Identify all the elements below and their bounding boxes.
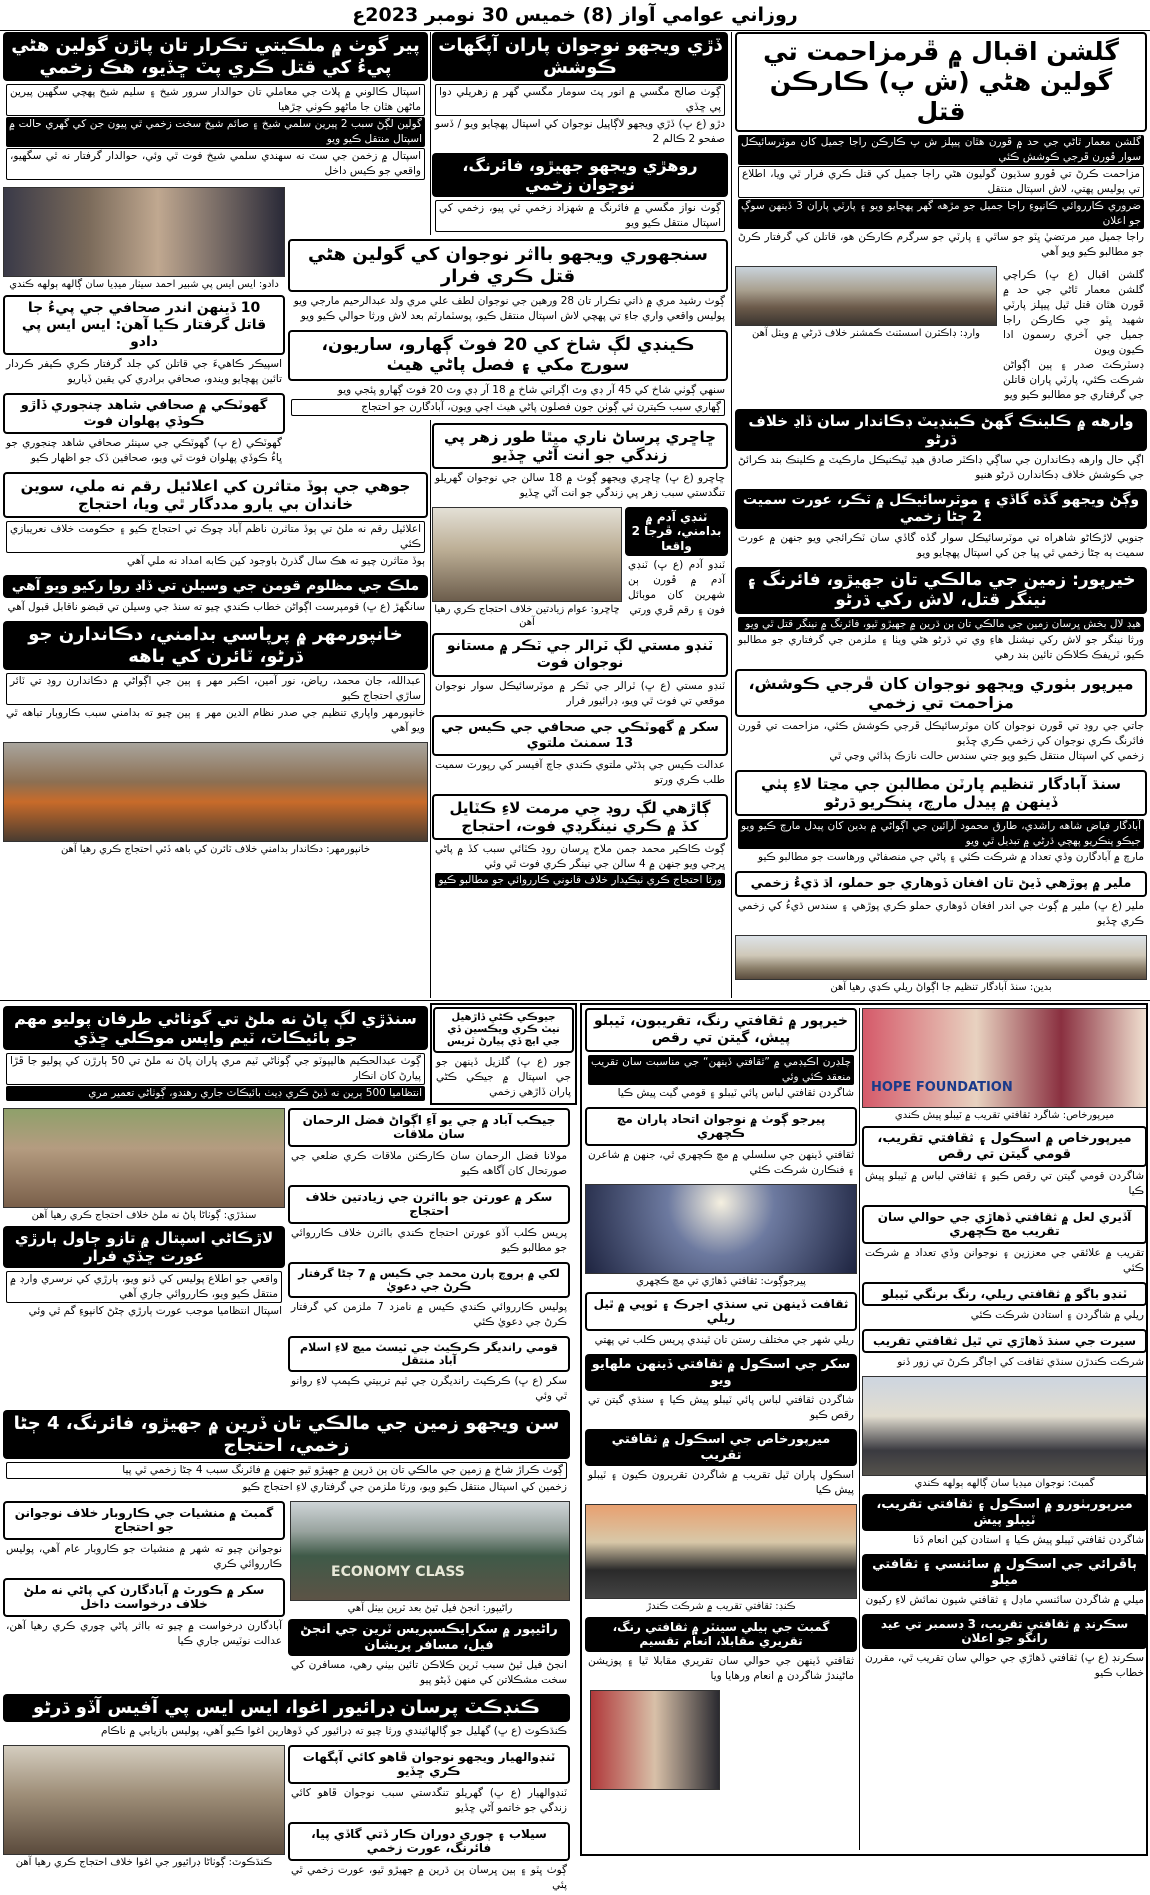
article-paragraph: ڳوٺ نواز مگسي ۾ فائرنگ ۾ شهزاد زخمي ٿي پيو، زخمي کي اسپتال منتقل ڪيو ويو bbox=[435, 200, 725, 232]
article-body bbox=[288, 381, 728, 419]
article-body bbox=[3, 355, 285, 389]
article-headline[interactable]: سيلاب ۽ ڄوري دوران ڪار ڏتي گاڏي پيا، فائرنگ، عورت زخمي bbox=[288, 1822, 570, 1861]
article-paragraph: جور (ع ڀ) گلزيل ڏينهن جو جي اسپتال ۾ جيڪي ڪڻي پاران ڏاڙهي زخمي bbox=[436, 1056, 571, 1098]
article-headline[interactable]: سيرت جي سنڌ ڏهاڙي تي ٿيل ثقافتي تقريب bbox=[862, 1329, 1147, 1353]
article-headline[interactable]: گمبٽ جي ٻيلي سينٽر ۾ ثقافتي رنگ، تقريري مقابلا، انعام تقسيم bbox=[585, 1617, 857, 1652]
article-headline[interactable]: وڳڻ ويجهو گڏه گاڏي ۽ موٽرسائيڪل ۾ ٽڪر، عورت سميت 2 ڄڻا زخمي bbox=[735, 489, 1147, 529]
article-headline[interactable]: ڳاڙهي لڳ روڊ جي مرمت لاءِ ڪٽايل کڏ ۾ ڪري نينگرڊي فوت، احتجاج bbox=[432, 794, 728, 840]
article-paragraph: سانگهڙ (ع ڀ) قومپرست اڳواڻن خطاب ڪندي چيو ته سنڌ جي وسيلن تي قبضو ناقابل قبول آهي bbox=[7, 600, 425, 613]
article-paragraph: ثقافتي ڏينهن جي حوالي سان تقريري مقابلا ٿيا ۽ پوزيشن ماڻيندڙ شاگردن ۾ انعام ورهايا ويا bbox=[588, 1654, 854, 1682]
article-body bbox=[3, 598, 428, 617]
article[interactable] bbox=[735, 871, 1147, 931]
article-headline[interactable]: سکر جي اسڪول ۾ ثقافتي ڏينهن ملهايو ويو bbox=[585, 1354, 857, 1391]
article-paragraph: ڪنڌڪوٽ (ع ڀ) گهليل جو ڳالهائيندي ورثا چيو ته ڊرائيور کي ڏوهارين اغوا ڪيو آهي، پوليس بازيابي ۾ ناڪام bbox=[100, 1724, 567, 1737]
article-paragraph: ثقافتي ڏينهن جي سلسلي ۾ مچ ڪچهري ٿي، جنهن ۾ شاعرن ۽ فنڪارن شرڪت ڪئي bbox=[588, 1148, 854, 1176]
article-paragraph: ميلي ۾ شاگردن سائنسي ماڊل ۽ ثقافتي شيون نمائش لاءِ رکيون bbox=[865, 1594, 1144, 1607]
article-headline[interactable]: روهڙي ويجهو جهيڙو، فائرنگ، نوجوان زخمي bbox=[432, 153, 728, 197]
photo-caption: گمبٽ: نوجوان ميڊيا سان ڳالهه ٻولهه ڪندي bbox=[914, 1478, 1095, 1489]
section-border bbox=[580, 1003, 1148, 1856]
article-headline[interactable]: سکر ۾ ڪورٽ ۾ آبادگارن کي پاڻي نه ملڻ خلاف درخواست داخل bbox=[3, 1578, 285, 1617]
article-body bbox=[3, 434, 285, 468]
article-paragraph: جنوبي لاڙڪاڻو شاهراه تي موٽرسائيڪل سوار گڏه گاڏي سان ٽڪرائجي ويو جنهن ۾ عورت سميت ٻه ڄڻا زخمي ٿي پيا جن کي اسپتال پهچايو ويو bbox=[738, 531, 1144, 559]
column-rule bbox=[430, 420, 431, 998]
article-headline[interactable]: ٻاڦرائي جي اسڪول ۾ سائنسي ۽ ثقافتي ميلو bbox=[862, 1554, 1147, 1591]
article-body bbox=[3, 1617, 285, 1651]
article-paragraph: مارچ ۾ آبادگارن وڏي تعداد ۾ شرڪت ڪئي ۽ پاڻي جي منصفاڻي ورهاست جو مطالبو ڪيو bbox=[758, 851, 1144, 863]
news-photo bbox=[290, 1501, 570, 1601]
article-paragraph: جاتي جي روڊ تي ڦورن نوجوان کان موٽرسائيڪل ڦرجي ڪوشش ڪئي، مزاحمت تي ڦورن فائرنگ ڪري نوجوان کي زخمي ڪري ڇڏيو bbox=[738, 720, 1144, 748]
article[interactable] bbox=[288, 1262, 570, 1332]
article[interactable] bbox=[288, 1108, 570, 1181]
article-headline[interactable]: ڪنڊڪٽ پرسان ڊرائيور اغوا، ايس ايس پي آفيس آڏو ڌرڻو bbox=[3, 1694, 570, 1722]
article-headline[interactable]: سکر ۾ عورتن جو بااثرن جي زيادتين خلاف احتجاج bbox=[288, 1185, 570, 1224]
article[interactable] bbox=[1000, 266, 1147, 405]
news-photo bbox=[3, 187, 285, 277]
article-body bbox=[735, 614, 1147, 665]
photo-caption: بدين: سنڌ آبادگار تنظيم جا اڳواڻ ريلي ڪڍي رهيا آهن bbox=[830, 982, 1052, 993]
article-paragraph: ڳوٺ ڀٽو ۽ ٻين ڀرسان ٻن ڌرين ۾ جهيڙو ٿيو، عورت زخمي ٿي پئي bbox=[291, 1863, 567, 1891]
news-photo-figure bbox=[3, 1745, 285, 1869]
article-headline[interactable]: گلشن اقبال ۾ ڦرمزاحمت تي گولين هڻي (ش پ) ڪارڪن قتل bbox=[735, 32, 1147, 132]
news-photo-figure bbox=[3, 1108, 285, 1222]
article[interactable] bbox=[432, 32, 728, 149]
article-paragraph: سنهي ڳوٺي شاخ کي 45 آر ڊي وٽ اڳراتي شاخ ۾ 18 آر ڊي وٽ 20 فوٽ ڳهارو پئجي ويو bbox=[337, 383, 725, 396]
article-paragraph: انجڻ فيل ٿيڻ سبب ٽرين ڪلاڪن تائين بيٺي رهي، مسافرن کي سخت مشڪلاتن کي منهن ڏيڻو پيو bbox=[291, 1659, 567, 1687]
article-headline[interactable]: خانپورمهر ۾ پرپاسي بدامني، دڪاندارن جو ڌرڻو، ٽائرن کي باهه bbox=[3, 621, 428, 670]
article[interactable] bbox=[288, 1745, 570, 1818]
article-paragraph: هيڊ لال بخش ڀرسان زمين جي مالڪي تان ٻن ڌرين ۾ جهيڙو ٿيو، فائرنگ ۾ نينگر قتل ٿي ويو bbox=[738, 617, 1144, 632]
article-paragraph: پوليس واقعي واري جاءِ تي پهچي لاش اسپتال منتقل ڪيو، پوسٽمارٽم بعد لاش ورثا حوالي ڪيو ويو bbox=[300, 310, 725, 323]
article-body bbox=[3, 81, 428, 183]
article-body bbox=[3, 670, 428, 738]
article-paragraph: آبادگار فياض شاهه راشدي، طارق محمود آرائين جي اڳواڻي ۾ بدين کان پيدل مارچ ڪيو ويو جيڪو پنڪريو پهچي ڌرڻي ۾ تبديل ٿي ويو bbox=[738, 819, 1144, 849]
article[interactable] bbox=[288, 1185, 570, 1258]
article-body bbox=[1000, 266, 1147, 405]
article[interactable] bbox=[3, 575, 428, 617]
article-paragraph: ڊسٽرڪٽ صدر ۽ ٻين اڳواڻن شرڪت ڪئي، پارٽي پاران قاتلن جي گرفتاري جو مطالبو ڪيو ويو bbox=[1003, 359, 1144, 401]
news-photo-figure bbox=[432, 507, 622, 629]
article-headline[interactable]: سنڌ آبادگار تنظيم پارٽن مطالبن جي مڃتا لاءِ پٺي ڏينهن ۾ پيدل مارچ، پنڪريو ڌرڻو bbox=[735, 770, 1147, 816]
article-headline[interactable]: لاڙڪاڻي اسپتال ۾ تازو ڄاول ٻارڙي عورت ڇڏي فرار bbox=[3, 1226, 285, 1268]
photo-caption: وارڊ: ڊاڪٽرن اسسٽنٽ ڪمشنر خلاف ڌرڻي ۾ ويٺل آهن bbox=[752, 328, 980, 339]
article[interactable] bbox=[735, 770, 1147, 867]
article[interactable] bbox=[3, 295, 285, 389]
article[interactable] bbox=[432, 153, 728, 235]
article-paragraph: تقريب ۾ علائقي جي معززين ۽ نوجوانن وڏي تعداد ۾ شرڪت ڪئي bbox=[865, 1246, 1144, 1274]
photo-caption: راڻيپور: انجڻ فيل ٿيڻ بعد ٽرين بيٺل آهي bbox=[347, 1603, 513, 1614]
article[interactable] bbox=[288, 1619, 570, 1690]
article-paragraph: اسڪول پاران ٿيل تقريب ۾ شاگردن تقريرون ڪيون ۽ ٽيبلو پيش ڪيا bbox=[588, 1469, 854, 1497]
news-photo bbox=[735, 935, 1147, 980]
news-photo bbox=[3, 742, 428, 842]
article-body bbox=[432, 840, 728, 891]
article-headline[interactable]: ٽنڊوالهيار ويجهو نوجوان ڦاهو کائي آپگهات ڪري ڇڏيو bbox=[288, 1745, 570, 1784]
article-paragraph: شاگردن قومي گيتن تي رقص ڪيو ۽ ثقافتي لباس ۾ ٽيبلو پيش ڪيا bbox=[865, 1170, 1144, 1198]
article-paragraph: ريلي شهر جي مختلف رستن تان ٿيندي پريس ڪلب تي پهتي bbox=[594, 1333, 854, 1346]
article-headline[interactable]: 10 ڏينهن اندر صحافي جي پيءُ جا قاتل گرفتار ڪيا آهن: ايس ايس پي دادو bbox=[3, 295, 285, 355]
article-paragraph: سکر (ع ڀ) ڪرڪيٽ رانديگرن جي ٽيم تربيتي ڪيمپ لاءِ روانو ٿي وئي bbox=[291, 1375, 567, 1403]
article-body bbox=[735, 816, 1147, 867]
article-paragraph: ڳوٺ ڪاڪير محمد جمن ملاح ڀرسان روڊ ڪٽائي سبب کڏ ۾ پاڻي ڀرجي ويو جنهن ۾ 4 سالن جي نينگر ڪري فوت ٿي وئي bbox=[435, 843, 725, 870]
article-paragraph: اسپتال ڪالوني ۾ پلاٽ جي معاملي تان حوالدار سرور شيخ ۽ سليم شيخ پهچي سگهين پيرين ماڻهن هٿان جا ماڻهو ڪوٺي چڙهيا bbox=[6, 84, 425, 116]
article-body bbox=[432, 756, 728, 790]
article-paragraph: ڳوٺ رشيد مري ۾ ذاتي تڪرار تان 28 ورهين جي نوجوان لطف علي مري ولد عبدالرحيم مارجي ويو bbox=[293, 295, 725, 308]
article[interactable] bbox=[288, 330, 728, 419]
article-paragraph: ڇاڇرو (ع ڀ) ڇاڇري ويجهو ڳوٺ ۾ 18 سالن جي نوجوان گهريلو تنگدستي سبب زهر پي زندگي جو انت آڻي ڇڏيو bbox=[435, 472, 725, 499]
article-body bbox=[625, 556, 728, 620]
article-headline[interactable]: خيرپور ۾ ثقافتي رنگ، تقريبون، ٽيبلو پيش، گيتن تي رقص bbox=[585, 1008, 857, 1052]
article-paragraph: ڳوٺ عبدالحڪيم هاليپوٽو جي ڳوٺاڻي ٽيم مري پاران پاڻ نه ملڻ تي 50 ٻارڙن کي پوليو جا ڦڙا پيارڻ کان انڪار bbox=[6, 1053, 425, 1085]
article-paragraph: ٻوڏ متاثرن چيو ته هڪ سال گذرڻ باوجود کين ڪابه امداد نه ملي آهي bbox=[126, 555, 425, 567]
article[interactable] bbox=[432, 633, 728, 711]
article-headline[interactable]: ميرپوربٺورو ۾ اسڪول ۽ ثقافتي تقريب، ٽيبلو پيش bbox=[862, 1494, 1147, 1531]
article-paragraph: ريلي ۾ شاگردن ۽ استادن شرڪت ڪئي bbox=[970, 1309, 1144, 1322]
article[interactable] bbox=[625, 507, 728, 620]
article-body bbox=[3, 1050, 428, 1104]
article-paragraph: ڳهاري سبب ڪيترن ئي ڳوٺن جون فصلون پاڻي هيٺ اچي ويون، آبادگارن جو احتجاج bbox=[291, 399, 725, 416]
article-headline[interactable]: ٽنڊي آدم ۾ بدامني، ڦرجا 2 واقعا bbox=[625, 507, 728, 556]
article[interactable] bbox=[3, 1006, 428, 1104]
news-photo-figure bbox=[735, 935, 1147, 994]
photo-caption: دادو: ايس ايس پي شبير احمد سيٺار ميڊيا سان ڳالهه ٻولهه ڪندي bbox=[9, 279, 279, 290]
article-body bbox=[288, 1224, 570, 1258]
photo-caption: ڪنڊ: ثقافتي تقريب ۾ شرڪت ڪندڙ bbox=[646, 1601, 796, 1612]
banner-label: HOPE FOUNDATION bbox=[871, 1080, 1013, 1095]
article-paragraph: واقعي جو اطلاع پوليس کي ڏنو ويو، ٻارڙي کي نرسري وارڊ ۾ منتقل ڪيو ويو، ڪارروائي جاري آهي bbox=[6, 1271, 282, 1303]
article[interactable] bbox=[288, 1822, 570, 1895]
column-rule bbox=[0, 1000, 1150, 1001]
news-photo bbox=[432, 507, 622, 602]
article-paragraph: زخمي کي اسپتال منتقل ڪيو ويو جتي سندس حالت نازڪ ٻڌائي وڃي ٿي bbox=[829, 750, 1144, 763]
article-paragraph: آبادگارن درخواست ۾ چيو ته بااثر پاڻي چوري ڪري رهيا آهن، عدالت نوٽيس جاري ڪيا bbox=[6, 1619, 282, 1647]
article[interactable] bbox=[432, 423, 728, 503]
article-paragraph: اسپتال ۾ زخمن جي سٽ نه سهندي سلمي شيخ فوت ٿي وئي، حوالدار گرفتار نه ٿي سگهيو، واقعي جو ڪيس داخل bbox=[6, 148, 425, 180]
article[interactable] bbox=[3, 472, 428, 571]
article-headline[interactable]: ٽنڊو باگو ۾ ثقافتي ريلي، رنگ برنگي ٽيبلو bbox=[862, 1282, 1147, 1306]
article-paragraph: دڙو (ع ڀ) ڏڙي ويجهو لاڳاپيل نوجوان کي اسپتال پهچايو ويو / ڏسو صفحو 2 ڪالم 2 bbox=[435, 118, 725, 146]
news-photo bbox=[3, 1745, 285, 1855]
article-headline[interactable]: ثقافت ڏينهن تي سنڌي اجرڪ ۽ ٽوپي ۾ ٿيل ريلي bbox=[585, 1292, 857, 1331]
article-headline[interactable]: ميرپورخاص ۾ اسڪول ۽ ثقافتي تقريب، قومي گيتن تي رقص bbox=[862, 1126, 1147, 1167]
article[interactable] bbox=[3, 1578, 285, 1651]
article[interactable] bbox=[288, 239, 728, 326]
article[interactable] bbox=[3, 393, 285, 468]
article-body bbox=[3, 1540, 285, 1574]
masthead: روزاني عوامي آواز (8) خميس 30 نومبر 2023ع bbox=[352, 4, 798, 26]
article-headline[interactable]: ملير ۾ پوڙهي ڏيڻ تان افغان ڏوهاري جو حملو، اڌ ڌيءُ زخمي bbox=[735, 871, 1147, 897]
article-headline[interactable]: جوهي جي ٻوڏ متاثرن کي اعلائيل رقم نه ملي، سوين خاندان بي يارو مددگار ٿي ويا، احتجاج bbox=[3, 472, 428, 518]
article-paragraph: ٽنڊو آدم (ع ڀ) ٽنڊي آدم ۾ ڦورن ٻن شهرين کان موبائل فون ۽ رقم ڦري ورتي bbox=[628, 559, 725, 617]
article-headline[interactable]: سڪرنڊ ۾ ثقافتي تقريب، 3 ڊسمبر تي عيد رانگو جو اعلان bbox=[862, 1614, 1147, 1649]
column-rule bbox=[430, 32, 431, 235]
article[interactable] bbox=[432, 794, 728, 891]
column-rule bbox=[731, 32, 732, 998]
article-paragraph: اسپيڪر ڪاهيءَ جي قاتلن کي جلد گرفتار ڪري ڪيفر ڪردار تائين پهچايو ويندو، صحافي برادري کي يقين ڏياريو bbox=[6, 358, 282, 386]
article-paragraph: شاگردن ثقافتي ٽيبلو پيش ڪيا ۽ استادن کين انعام ڏنا bbox=[913, 1534, 1144, 1547]
article-paragraph: ٽنڊوالهيار (ع ڀ) گهريلو تنگدستي سبب نوجوان ڦاهو کائي زندگي جو خاتمو آڻي ڇڏيو bbox=[291, 1786, 567, 1814]
article-headline[interactable]: ڇاڇري پرساڻ ناري ميٿا طور زهر پي زندگي جو انت آڻي ڇڏيو bbox=[432, 423, 728, 469]
news-photo-figure bbox=[3, 187, 285, 291]
article[interactable] bbox=[3, 621, 428, 738]
news-photo-figure bbox=[3, 742, 428, 856]
article-body bbox=[288, 1298, 570, 1332]
train-label: ECONOMY CLASS bbox=[331, 1564, 465, 1580]
article-paragraph: شاگردن ثقافتي لباس پائي ٽيبلو ۽ قومي گيت پيش ڪيا bbox=[617, 1086, 854, 1099]
article-paragraph: ملير (ع ڀ) ملير ۾ ڳوٺ جي اندر افغان ڏوهاري حملو ڪري پوڙهي ۽ سندس ڌيءُ کي زخمي ڪري ڇڏيو bbox=[738, 899, 1144, 927]
article-body bbox=[3, 518, 428, 571]
article-paragraph: چلڊرن اڪيڊمي ۾ ”ثقافتي ڏينهن“ جي مناسبت سان تقريب منعقد ڪئي وئي bbox=[588, 1055, 854, 1085]
article-paragraph: اعلائيل رقم نه ملڻ تي ٻوڏ متاثرن ناظم آباد چوڪ تي احتجاج ڪيو ۽ حڪومت خلاف نعريبازي ڪئي bbox=[6, 521, 425, 553]
article-paragraph: شرڪت ڪندڙن سنڌي ثقافت کي اجاگر ڪرڻ تي زور ڏنو bbox=[897, 1356, 1144, 1369]
article-paragraph: عدالت ڪيس جي ٻڌڻي ملتوي ڪندي جاچ آفيسر کي رپورٽ سميت طلب ڪري ورتو bbox=[435, 759, 725, 787]
article[interactable] bbox=[288, 1336, 570, 1406]
article-headline[interactable]: ٽنڊو مستي لڳ ٽرالر جي ٽڪر ۾ مستانو نوجوان فوت bbox=[432, 633, 728, 677]
photo-caption: خانپورمهر: دڪاندار بدامني خلاف ٽائرن کي باهه ڏئي احتجاج ڪري رهيا آهن bbox=[60, 844, 371, 855]
article-body bbox=[288, 1147, 570, 1181]
article-headline[interactable]: آڏيري لعل ۾ ثقافتي ڏهاڙي جي حوالي سان تقريب مچ ڪچهري bbox=[862, 1205, 1147, 1244]
column-rule bbox=[859, 1008, 860, 1850]
news-photo-figure bbox=[290, 1501, 570, 1615]
article-body bbox=[432, 677, 728, 711]
article-body bbox=[432, 197, 728, 235]
section-border bbox=[430, 1003, 577, 1105]
article-headline[interactable]: وارهه ۾ ڪلينڪ گهڻ ڪينڊيٽ ڊڪاندار سان ڏاڍ خلاف ڌرڻو bbox=[735, 409, 1147, 451]
article-body bbox=[735, 897, 1147, 931]
article-headline[interactable]: سنجهوري ويجهو بااثر نوجوان کي گولين هڻي قتل ڪري فرار bbox=[288, 239, 728, 292]
news-photo bbox=[735, 266, 997, 326]
article[interactable] bbox=[735, 32, 1147, 262]
article-headline[interactable]: ڪينڊي لڳ شاخ کي 20 فوٽ ڳهارو، ساريون، سورج مکي ۽ فصل پاڻي هيٺ bbox=[288, 330, 728, 381]
article[interactable] bbox=[3, 1501, 285, 1574]
article-body bbox=[3, 1722, 570, 1741]
article-body bbox=[735, 717, 1147, 766]
article-headline[interactable]: ميرپورخاص جي اسڪول ۾ ثقافتي تقريب bbox=[585, 1429, 857, 1466]
article-paragraph: ٽنڊو مستي (ع ڀ) ٽرالر جي ٽڪر ۾ موٽرسائيڪل سوار نوجوان موقعي تي فوت ٿي ويو، ڊرائيور فرار bbox=[435, 679, 725, 707]
photo-caption: ڪنڌڪوٽ: ڳوٺاڻا ڊرائيور جي اغوا خلاف احتجاج ڪري رهيا آهن bbox=[15, 1857, 273, 1868]
article-headline[interactable]: سن ويجهو زمين جي مالڪي تان ڏرين ۾ جهيڙو، فائرنگ، 4 ڄڻا زخمي، احتجاج bbox=[3, 1410, 570, 1459]
article-paragraph: ضروري ڪارروائي ڪانپوءِ راجا جميل جو مڙهه گهر پهچايو ويو ۽ پارٽي پاران 3 ڏينهن سوڳ جو اعلان bbox=[738, 199, 1144, 229]
article[interactable] bbox=[735, 669, 1147, 766]
article-body bbox=[735, 451, 1147, 485]
article-headline[interactable]: ملڪ جي مظلوم قومن جي وسيلن تي ڏاڍ روا رکيو ويو آهي bbox=[3, 575, 428, 598]
article-body bbox=[432, 469, 728, 503]
article-paragraph: مولانا فضل الرحمان سان ڪارڪنن ملاقات ڪري ضلعي جي صورتحال کان آگاهه ڪيو bbox=[291, 1149, 567, 1177]
article-paragraph: خانپورمهر واپاري تنظيم جي صدر نظام الدين مهر ۽ ٻين چيو ته بدامني سبب ڪاروبار تباهه ٿي ويو آهي bbox=[6, 707, 425, 735]
article-body bbox=[735, 132, 1147, 262]
article-paragraph: گلشن معمار ٿاڻي جي حد ۾ ڦورن هٿان پيپلز ش پ ڪارڪن راجا جميل کان موٽرسائيڪل سوار ڦورن ڦرجي ڪوشش ڪئي bbox=[738, 135, 1144, 165]
news-photo bbox=[3, 1108, 285, 1208]
article[interactable] bbox=[3, 1410, 570, 1497]
article-paragraph: گولين لڳڻ سبب 2 پيرين سلمي شيخ ۽ صائم شيخ سخت زخمي ٿي پيون جن کي گهري حالت ۾ اسپتال منتقل ڪيو ويو bbox=[6, 117, 425, 147]
article-paragraph: گهوٽڪي (ع ڀ) گهوٽڪي جي سينئر صحافي شاهد چنجوري جو ڀاءُ ڪوڏي پهلوان فوت ٿي ويو، صحافين ڏک جو اظهار ڪيو bbox=[6, 437, 282, 465]
article-paragraph: اسپتال انتظاميا موجب عورت ٻارڙي ڄڻڻ کانپوءِ گم ٿي وئي bbox=[28, 1305, 282, 1317]
photo-caption: ڇاڇرو: عوام زيادتين خلاف احتجاج ڪري رهيا آهن bbox=[434, 604, 620, 628]
article[interactable] bbox=[735, 409, 1147, 485]
article-paragraph: ڳوٺ صالح مگسي ۾ انور پٽ سومار مگسي گهر ۾ زهريلي دوا پي ڇڏي bbox=[435, 84, 725, 116]
article-headline[interactable]: ڏڙي ويجهو نوجوان پاران آپگهات ڪوشش bbox=[432, 32, 728, 81]
article-body bbox=[735, 529, 1147, 563]
article-body bbox=[288, 1861, 570, 1895]
article-body bbox=[432, 81, 728, 149]
article-headline[interactable]: پير گوٺ ۾ ملڪيتي تڪرار تان پاڙن گولين هڻي پيءُ کي قتل ڪري پٽ ڇڏيو، هڪ زخمي bbox=[3, 32, 428, 81]
article-paragraph: اڳي حال وارهه ڊڪاندارن جي ساڳي ڊاڪٽر صادق هيڊ ٽيڪنيڪل مارڪيٽ ۾ ڪلينڪ بند ڪرائڻ جي ڪوشش خلاف ڊڪاندارن ڌرڻو هنيو bbox=[738, 454, 1144, 481]
article-body bbox=[3, 1268, 285, 1321]
article-paragraph: شاگردن ثقافتي لباس پائي ٽيبلو پيش ڪيا ۽ سنڌي گيتن تي رقص ڪيو bbox=[588, 1394, 854, 1422]
article-paragraph: ورثا نينگر جو لاش رکي نيشنل هاءِ وي تي ڌرڻو هڻي ويٺا ۽ ملزمن جي گرفتاري جو مطالبو ڪيو، ٽريفڪ ڪلاڪن تائين بند رهي bbox=[738, 633, 1144, 661]
article-headline[interactable]: جيوڪي ڪڻي ڏاڙهيل نيٽ ڪري ويڪسين ڏي جي ايچ ڏي پيارڻ ٽريس bbox=[433, 1007, 574, 1053]
article-headline[interactable]: خيرپور: زمين جي مالڪي تان جهيڙو، فائرنگ ۽ نينگر قتل، لاش رکي ڌرڻو bbox=[735, 567, 1147, 614]
article[interactable] bbox=[3, 1694, 570, 1741]
article-headline[interactable]: سنڌڙي لڳ پاڻ نه ملڻ تي گوٺاڻي طرفان پوليو مهم جو بائيڪاٽ، ٽيم واپس موڪلي ڇڏي bbox=[3, 1006, 428, 1050]
article-headline[interactable]: سکر ۾ گهوٽڪي جي صحافي جي ڪيس جي 13 سمنٽ ملتوي bbox=[432, 715, 728, 756]
article-body bbox=[288, 292, 728, 326]
article-headline[interactable]: پيرجو ڳوٺ ۾ نوجوان اتحاد پاران مچ ڪچهري bbox=[585, 1107, 857, 1146]
news-photo-figure bbox=[735, 266, 997, 340]
article-body bbox=[288, 1372, 570, 1406]
article-body bbox=[288, 1656, 570, 1690]
article-paragraph: پوليس ڪارروائي ڪندي ڪيس ۾ نامزد 7 ملزمن کي گرفتار ڪرڻ جي دعويٰ ڪئي bbox=[291, 1301, 568, 1329]
article-headline[interactable]: ميرپور بٺوري ويجهو نوجوان کان ڦرجي ڪوشش، مزاحمت تي زخمي bbox=[735, 669, 1147, 717]
article-headline[interactable]: گهوٽڪي ۾ صحافي شاهد چنجوري ڏاڙو ڪوڏي پهلوان فوت bbox=[3, 393, 285, 434]
article-headline[interactable]: لکي ۾ ٻروچ پارن محمد جي ڪيس ۾ 7 ڄڻا گرفتار ڪرڻ جي دعويٰ bbox=[288, 1262, 570, 1298]
article-headline[interactable]: قومي رانديگر ڪرڪيٽ جي ٽيسٽ ميچ لاءِ اسلام آباد منتقل bbox=[288, 1336, 570, 1372]
photo-caption: ميرپورخاص: شاگرد ثقافتي تقريب ۾ ٽيبلو پيش ڪندي bbox=[894, 1110, 1115, 1121]
article-paragraph: پريس ڪلب آڏو عورتن احتجاج ڪندي بااثرن خلاف ڪارروائي جو مطالبو ڪيو bbox=[291, 1226, 567, 1254]
article-paragraph: عبدالله، جان محمد، رياض، نور آمين، اڪبر مهر ۽ ٻين جي اڳواڻي ۾ دڪاندارن روڊ تي ٽائر ساڙي احتجاج ڪيو bbox=[6, 673, 425, 705]
article[interactable] bbox=[432, 715, 728, 790]
article-body bbox=[3, 1459, 570, 1497]
article[interactable] bbox=[735, 489, 1147, 563]
article[interactable] bbox=[3, 32, 428, 183]
article-paragraph: مزاحمت ڪرڻ تي ڦورو سڌيون گوليون هڻي راجا جميل کي قتل ڪري فرار ٿي ويا، اطلاع تي پوليس پهتي، لاش اسپتال منتقل bbox=[738, 166, 1144, 198]
article[interactable] bbox=[735, 567, 1147, 665]
article-paragraph: ورثا احتجاج ڪري ٺيڪيدار خلاف قانوني ڪارروائي جو مطالبو ڪيو bbox=[435, 873, 725, 888]
article-paragraph: انتظاميا 500 ٻرين نه ڏيڻ ڪري ڊيٺ بائيڪاٽ جاري رهندو، ڳوٺاڻي تعمير مري bbox=[6, 1086, 425, 1101]
article-headline[interactable]: گمبٽ ۾ منشيات جي ڪاروبار خلاف نوجوانن جو احتجاج bbox=[3, 1501, 285, 1540]
article-body bbox=[288, 1784, 570, 1818]
article-paragraph: سڪرنڊ (ع ڀ) ثقافتي ڏهاڙي جي حوالي سان تقريب ٿي، مقررن خطاب ڪيو bbox=[865, 1651, 1144, 1679]
photo-caption: پيرجوڳوٺ: ثقافتي ڏهاڙي تي مچ ڪچهري bbox=[636, 1276, 806, 1287]
article-headline[interactable]: جيڪب آباد ۾ جي يو آءِ اڳواڻ فضل الرحمان سان ملاقات bbox=[288, 1108, 570, 1147]
article-paragraph: گلشن اقبال (ع ڀ) ڪراچي گلشن معمار ٿاڻي جي حد ۾ ڦورن هٿان قتل ٿيل پيپلز پارٽي شهيد ڀٽو جي ڪارڪن راجا جميل جي آخري رسمون ادا ڪيون ويون bbox=[1003, 269, 1144, 356]
article-headline[interactable]: راڻيپور ۾ سکرايڪسپريس ٽرين جي انجڻ فيل، مسافر پريشان bbox=[288, 1619, 570, 1656]
article-paragraph: راجا جميل مير مرتضيٰ ڀٽو جو ساٿي ۽ پارٽي جو سرگرم ڪارڪن هو، قاتلن کي گرفتار ڪرڻ جو مطالبو ڪيو ويو آهي bbox=[738, 231, 1144, 258]
photo-caption: سنڌڙي: ڳوٺاڻا پاڻ نه ملڻ خلاف احتجاج ڪري رهيا آهن bbox=[31, 1210, 257, 1221]
article-paragraph: ڳوٺ ڪراڙ شاخ ۾ زمين جي مالڪي تان ٻن ڌرين ۾ جهيڙو ٿيو جنهن ۾ فائرنگ سبب 4 ڄڻا زخمي ٿي پيا bbox=[6, 1462, 567, 1479]
column-rule bbox=[0, 30, 1150, 31]
article[interactable] bbox=[3, 1226, 285, 1321]
article-paragraph: زخمين کي اسپتال منتقل ڪيو ويو، ورثا ملزمن جي گرفتاري لاءِ احتجاج ڪيو bbox=[242, 1481, 567, 1494]
article-paragraph: نوجوانن چيو ته شهر ۾ منشيات جو ڪاروبار عام آهي، پوليس ڪارروائي ڪري bbox=[6, 1542, 282, 1570]
